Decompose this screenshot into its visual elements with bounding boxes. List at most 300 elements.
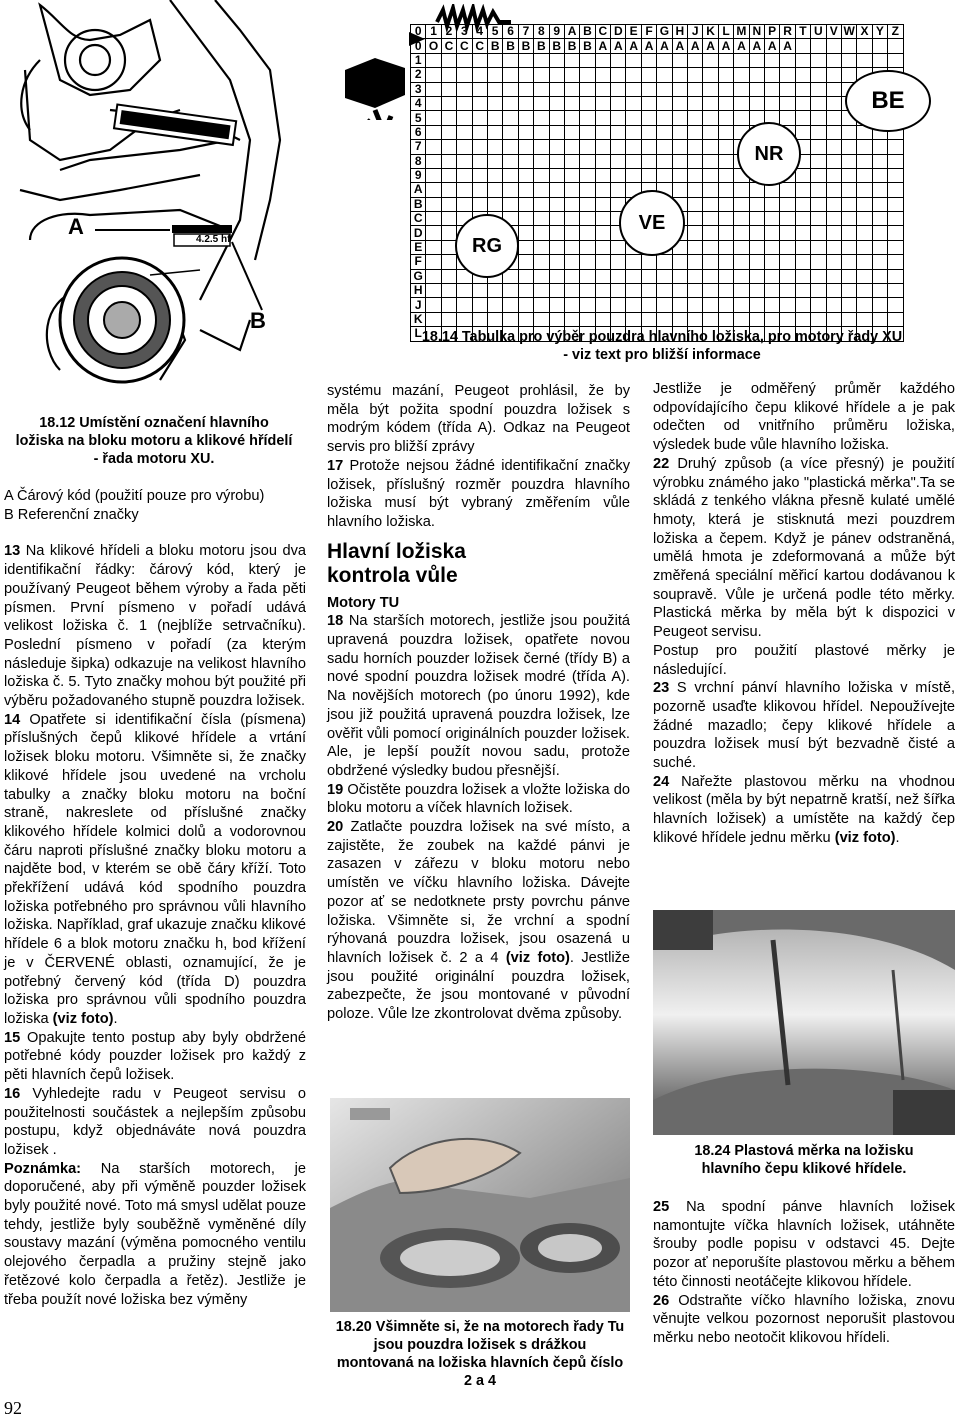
grid-cell xyxy=(626,82,641,96)
grid-cell xyxy=(688,226,703,240)
grid-cell: 8 xyxy=(411,154,426,168)
figure-18-14-caption: 18.14 Tabulka pro výběr pouzdra hlavního ložiska, pro motory řady XU - viz text pro bližší informace xyxy=(421,329,903,363)
grid-cell xyxy=(826,96,841,110)
grid-cell xyxy=(826,68,841,82)
grid-cell xyxy=(841,240,856,254)
grid-cell xyxy=(703,111,718,125)
grid-cell xyxy=(441,212,456,226)
grid-cell xyxy=(549,269,564,283)
grid-cell xyxy=(564,212,579,226)
grid-cell xyxy=(734,212,749,226)
grid-cell xyxy=(657,298,672,312)
grid-cell xyxy=(672,269,687,283)
grid-cell xyxy=(703,226,718,240)
grid-cell xyxy=(518,140,533,154)
grid-row xyxy=(411,312,904,326)
column-3-bottom xyxy=(653,1198,955,1348)
grid-cell xyxy=(795,82,810,96)
grid-cell xyxy=(780,226,795,240)
grid-cell xyxy=(580,284,595,298)
grid-cell xyxy=(487,197,502,211)
grid-cell xyxy=(549,226,564,240)
grid-cell xyxy=(611,96,626,110)
grid-cell xyxy=(703,168,718,182)
grid-header-cell: V xyxy=(826,25,841,39)
grid-cell xyxy=(811,125,826,139)
paragraph-18: 18 Na starších motorech, jestliže jsou použitá upravená pouzdra ložisek, opatřete novou sadu horních pouzder ložisek černé (třídy B) a nové spodní pouzdra ložisek modré (třída A). Na novějších motorech (po únoru 1992), kde jsou již použitá upravená pouzdra ložisek, lze ověřit vůli pomocí originálních pouzder ložisek. Ale, je lepší použít novou sadu, protože obdržené výsledky budou přesnější. xyxy=(327,613,630,779)
grid-cell xyxy=(764,284,779,298)
grid-cell xyxy=(580,111,595,125)
grid-cell xyxy=(426,269,441,283)
grid-cell xyxy=(688,269,703,283)
grid-cell: A xyxy=(703,39,718,53)
grid-cell xyxy=(888,269,903,283)
grid-cell xyxy=(487,82,502,96)
grid-cell xyxy=(795,68,810,82)
grid-cell xyxy=(872,212,887,226)
grid-cell xyxy=(888,226,903,240)
grid-cell xyxy=(503,298,518,312)
grid-cell xyxy=(441,53,456,67)
grid-cell xyxy=(857,183,872,197)
grid-cell xyxy=(657,284,672,298)
grid-cell xyxy=(672,298,687,312)
grid-cell xyxy=(826,269,841,283)
grid-cell xyxy=(595,183,610,197)
grid-cell: A xyxy=(672,39,687,53)
grid-cell xyxy=(564,298,579,312)
grid-cell xyxy=(487,96,502,110)
grid-cell xyxy=(518,125,533,139)
grid-cell xyxy=(503,197,518,211)
grid-cell xyxy=(487,68,502,82)
grid-cell xyxy=(595,125,610,139)
grid-cell xyxy=(487,298,502,312)
grid-cell xyxy=(857,39,872,53)
grid-cell xyxy=(580,269,595,283)
grid-cell xyxy=(472,53,487,67)
grid-row xyxy=(411,125,904,139)
grid-row xyxy=(411,53,904,67)
grid-cell xyxy=(487,125,502,139)
grid-cell xyxy=(426,96,441,110)
grid-cell xyxy=(534,96,549,110)
grid-cell xyxy=(888,312,903,326)
grid-cell: 3 xyxy=(411,82,426,96)
grid-cell xyxy=(611,240,626,254)
grid-cell: B xyxy=(411,197,426,211)
grid-cell xyxy=(595,255,610,269)
grid-cell xyxy=(564,96,579,110)
grid-cell xyxy=(564,312,579,326)
grid-row xyxy=(411,96,904,110)
grid-cell xyxy=(872,255,887,269)
grid-cell xyxy=(626,125,641,139)
grid-cell xyxy=(518,96,533,110)
grid-cell xyxy=(888,140,903,154)
grid-cell xyxy=(657,82,672,96)
grid-cell xyxy=(703,197,718,211)
grid-cell: B xyxy=(487,39,502,53)
grid-cell xyxy=(734,82,749,96)
column-2 xyxy=(327,382,630,1024)
grid-cell xyxy=(888,255,903,269)
grid-cell xyxy=(703,212,718,226)
grid-cell xyxy=(641,168,656,182)
grid-header-cell: 5 xyxy=(487,25,502,39)
grid-cell xyxy=(534,226,549,240)
grid-cell xyxy=(657,269,672,283)
grid-cell xyxy=(611,183,626,197)
grid-cell xyxy=(795,284,810,298)
grid-cell: C xyxy=(411,212,426,226)
grid-cell xyxy=(534,125,549,139)
grid-header-cell: 1 xyxy=(426,25,441,39)
grid-cell xyxy=(580,82,595,96)
grid-cell xyxy=(764,82,779,96)
grid-cell xyxy=(518,240,533,254)
grid-cell xyxy=(688,298,703,312)
grid-cell xyxy=(688,154,703,168)
grid-cell xyxy=(795,312,810,326)
grid-cell: A xyxy=(718,39,733,53)
grid-cell xyxy=(426,53,441,67)
grid-cell xyxy=(518,312,533,326)
grid-cell xyxy=(472,168,487,182)
grid-cell: 7 xyxy=(411,140,426,154)
paragraph-17: 17 Protože nejsou žádné identifikační značky ložisek, příslušný rozměr pouzdra hlavního ložiska musí být vybraný změřením vůle hlavního ložiska. xyxy=(327,457,630,530)
paragraph-26: 26 Odstraňte víčko hlavního ložiska, znovu věnujte velkou pozornost neporušit plastovou měrku nebo neotočit klikovou hřídeli. xyxy=(653,1292,955,1346)
grid-cell xyxy=(811,82,826,96)
grid-cell xyxy=(426,111,441,125)
grid-cell: A xyxy=(780,39,795,53)
grid-cell xyxy=(441,82,456,96)
grid-cell xyxy=(595,240,610,254)
paragraph-23: 23 S vrchní pánví hlavního ložiska v místě, pozorně usaďte klikovou hřídel. Nepoužívejte žádné mazadlo; čepy klikové hřídele a pouzdra ložisek musí být bezvadně čisté a suché. xyxy=(653,680,955,772)
grid-cell xyxy=(795,53,810,67)
grid-cell: A xyxy=(626,39,641,53)
grid-cell xyxy=(672,183,687,197)
grid-cell xyxy=(872,168,887,182)
grid-cell: J xyxy=(411,298,426,312)
grid-cell xyxy=(764,255,779,269)
grid-cell xyxy=(457,96,472,110)
grid-cell xyxy=(595,298,610,312)
grid-cell: D xyxy=(411,226,426,240)
grid-cell xyxy=(641,255,656,269)
grid-cell xyxy=(872,53,887,67)
grid-cell xyxy=(564,269,579,283)
grid-cell xyxy=(534,154,549,168)
grid-cell xyxy=(795,269,810,283)
grid-cell xyxy=(426,197,441,211)
grid-cell xyxy=(534,255,549,269)
grid-cell xyxy=(426,312,441,326)
grid-cell xyxy=(503,168,518,182)
grid-cell xyxy=(534,312,549,326)
grid-cell xyxy=(857,197,872,211)
grid-cell xyxy=(703,68,718,82)
grid-cell xyxy=(888,240,903,254)
grid-cell xyxy=(688,255,703,269)
grid-cell xyxy=(595,226,610,240)
grid-cell xyxy=(872,39,887,53)
grid-cell xyxy=(734,197,749,211)
grid-cell xyxy=(703,312,718,326)
grid-cell xyxy=(718,168,733,182)
grid-cell xyxy=(672,255,687,269)
grid-cell xyxy=(549,284,564,298)
grid-cell xyxy=(857,53,872,67)
grid-cell xyxy=(457,298,472,312)
grid-header-cell: B xyxy=(580,25,595,39)
grid-cell xyxy=(457,53,472,67)
grid-cell xyxy=(549,154,564,168)
grid-header-cell: N xyxy=(749,25,764,39)
grid-cell xyxy=(518,183,533,197)
grid-cell xyxy=(688,312,703,326)
grid-cell xyxy=(795,168,810,182)
grid-cell xyxy=(657,111,672,125)
grid-cell: L xyxy=(411,327,426,341)
grid-cell xyxy=(611,255,626,269)
grid-cell xyxy=(795,125,810,139)
grid-cell xyxy=(441,284,456,298)
grid-cell: B xyxy=(518,39,533,53)
grid-cell xyxy=(657,312,672,326)
grid-cell xyxy=(780,111,795,125)
grid-header-cell: R xyxy=(780,25,795,39)
grid-cell xyxy=(641,154,656,168)
grid-cell xyxy=(549,125,564,139)
grid-cell xyxy=(441,125,456,139)
grid-cell xyxy=(672,312,687,326)
grid-cell xyxy=(487,168,502,182)
grid-cell xyxy=(595,269,610,283)
grid-cell xyxy=(564,197,579,211)
grid-cell xyxy=(734,183,749,197)
grid-cell xyxy=(626,53,641,67)
grid-cell xyxy=(487,284,502,298)
grid-cell xyxy=(487,312,502,326)
grid-cell xyxy=(826,255,841,269)
grid-cell xyxy=(872,269,887,283)
grid-cell xyxy=(611,68,626,82)
page-number: 92 xyxy=(4,1398,22,1418)
grid-cell xyxy=(549,53,564,67)
grid-cell xyxy=(487,140,502,154)
grid-cell xyxy=(703,82,718,96)
paragraph-13: 13 Na klikové hřídeli a bloku motoru jsou dva identifikační řádky: čárový kód, který je používaný Peugeot během výroby a řada pěti písmen. První písmeno v pořadí udává velikost ložiska č. 1 (nejblíže setrvačníku). Poslední písmeno v pořadí (za kterým následuje šipka) odkazuje na velikost hlavního ložiska č. 5. Tyto značky mohou být použité při výběru požadovaného stupně pouzdra ložisek. xyxy=(4,543,306,710)
grid-cell xyxy=(749,284,764,298)
grid-cell xyxy=(888,298,903,312)
grid-header-cell: E xyxy=(626,25,641,39)
grid-cell xyxy=(641,298,656,312)
grid-cell xyxy=(764,96,779,110)
grid-cell xyxy=(549,240,564,254)
grid-cell xyxy=(641,82,656,96)
grid-cell xyxy=(749,68,764,82)
section-heading: Hlavní ložiska kontrola vůle xyxy=(327,539,466,587)
grid-cell: 5 xyxy=(411,111,426,125)
grid-cell: B xyxy=(549,39,564,53)
figure-label-a: A xyxy=(68,214,84,239)
grid-cell xyxy=(580,168,595,182)
grid-cell xyxy=(841,183,856,197)
grid-cell xyxy=(718,255,733,269)
grid-cell xyxy=(518,168,533,182)
grid-cell xyxy=(749,212,764,226)
grid-cell xyxy=(688,197,703,211)
grid-header-row xyxy=(411,25,904,39)
grid-cell xyxy=(888,197,903,211)
grid-cell xyxy=(857,154,872,168)
grid-cell xyxy=(718,197,733,211)
figure-18-14-illustration xyxy=(335,0,960,341)
grid-cell xyxy=(811,183,826,197)
grid-cell xyxy=(734,312,749,326)
grid-cell xyxy=(872,140,887,154)
grid-cell xyxy=(795,197,810,211)
grid-cell xyxy=(503,68,518,82)
grid-cell xyxy=(549,82,564,96)
grid-cell xyxy=(426,255,441,269)
grid-cell xyxy=(472,111,487,125)
grid-cell xyxy=(626,284,641,298)
grid-cell xyxy=(534,183,549,197)
grid-cell xyxy=(734,226,749,240)
grid-cell xyxy=(780,68,795,82)
region-badge-be xyxy=(845,70,931,132)
grid-cell xyxy=(857,284,872,298)
grid-cell: A xyxy=(641,39,656,53)
grid-cell xyxy=(549,212,564,226)
grid-cell xyxy=(503,111,518,125)
grid-header-cell: Y xyxy=(872,25,887,39)
grid-cell xyxy=(441,154,456,168)
grid-cell xyxy=(703,96,718,110)
grid-cell: F xyxy=(411,255,426,269)
grid-cell xyxy=(857,140,872,154)
grid-cell xyxy=(672,140,687,154)
grid-cell xyxy=(841,53,856,67)
grid-cell xyxy=(426,68,441,82)
grid-cell xyxy=(472,140,487,154)
grid-cell xyxy=(518,197,533,211)
region-label-rg: RG xyxy=(472,234,502,257)
grid-cell xyxy=(595,140,610,154)
grid-cell xyxy=(780,82,795,96)
grid-cell xyxy=(749,53,764,67)
grid-cell xyxy=(811,284,826,298)
grid-header-cell: X xyxy=(857,25,872,39)
grid-cell xyxy=(718,312,733,326)
grid-cell xyxy=(641,140,656,154)
grid-cell xyxy=(795,39,810,53)
grid-cell xyxy=(811,140,826,154)
grid-cell xyxy=(595,68,610,82)
grid-cell xyxy=(718,269,733,283)
grid-cell xyxy=(564,255,579,269)
grid-cell xyxy=(641,284,656,298)
figure-label-b: B xyxy=(250,308,266,333)
grid-cell xyxy=(595,312,610,326)
grid-cell xyxy=(549,96,564,110)
grid-cell xyxy=(718,68,733,82)
grid-cell xyxy=(503,312,518,326)
grid-cell xyxy=(472,96,487,110)
grid-cell xyxy=(672,68,687,82)
grid-header-cell: 6 xyxy=(503,25,518,39)
grid-cell xyxy=(795,183,810,197)
grid-cell xyxy=(795,96,810,110)
grid-cell xyxy=(780,197,795,211)
grid-cell xyxy=(688,183,703,197)
grid-cell xyxy=(780,284,795,298)
paragraph-15: 15 Opakujte tento postup aby byly obdržené potřebné kódy pouzder ložisek pro každý z pěti hlavních čepů ložisek. xyxy=(4,1029,306,1084)
grid-cell xyxy=(564,125,579,139)
grid-cell xyxy=(718,125,733,139)
grid-cell xyxy=(518,53,533,67)
grid-cell xyxy=(749,255,764,269)
grid-cell xyxy=(472,197,487,211)
grid-cell xyxy=(749,96,764,110)
grid-cell xyxy=(441,140,456,154)
grid-cell xyxy=(718,298,733,312)
grid-cell xyxy=(564,284,579,298)
figure-18-20-caption: 18.20 Všimněte si, že na motorech řady Tu jsou pouzdra ložisek s drážkou montovaná na ložiska hlavních čepů číslo 2 a 4 xyxy=(335,1319,625,1389)
grid-cell xyxy=(580,96,595,110)
grid-cell xyxy=(780,255,795,269)
grid-cell xyxy=(441,168,456,182)
grid-header-cell: F xyxy=(641,25,656,39)
grid-cell xyxy=(826,298,841,312)
grid-header-cell: 9 xyxy=(549,25,564,39)
stamp-code: 4.2.5 hf xyxy=(196,234,231,245)
grid-cell xyxy=(672,125,687,139)
grid-cell xyxy=(549,68,564,82)
grid-cell xyxy=(657,140,672,154)
grid-cell xyxy=(472,125,487,139)
grid-cell xyxy=(580,183,595,197)
grid-row xyxy=(411,39,904,53)
grid-cell xyxy=(734,240,749,254)
grid-cell xyxy=(688,82,703,96)
grid-cell xyxy=(718,96,733,110)
grid-cell: A xyxy=(411,183,426,197)
grid-cell xyxy=(503,140,518,154)
grid-cell xyxy=(441,269,456,283)
grid-cell xyxy=(580,226,595,240)
grid-cell xyxy=(780,96,795,110)
grid-cell xyxy=(534,298,549,312)
grid-cell xyxy=(426,140,441,154)
grid-cell: K xyxy=(411,312,426,326)
grid-cell xyxy=(626,96,641,110)
grid-cell xyxy=(626,255,641,269)
grid-cell xyxy=(795,240,810,254)
column-1 xyxy=(4,487,306,1309)
grid-cell xyxy=(764,53,779,67)
grid-cell xyxy=(688,68,703,82)
grid-cell xyxy=(580,53,595,67)
grid-cell xyxy=(564,240,579,254)
grid-cell xyxy=(426,212,441,226)
grid-cell xyxy=(703,53,718,67)
grid-cell xyxy=(595,96,610,110)
grid-cell xyxy=(534,111,549,125)
grid-cell xyxy=(549,197,564,211)
